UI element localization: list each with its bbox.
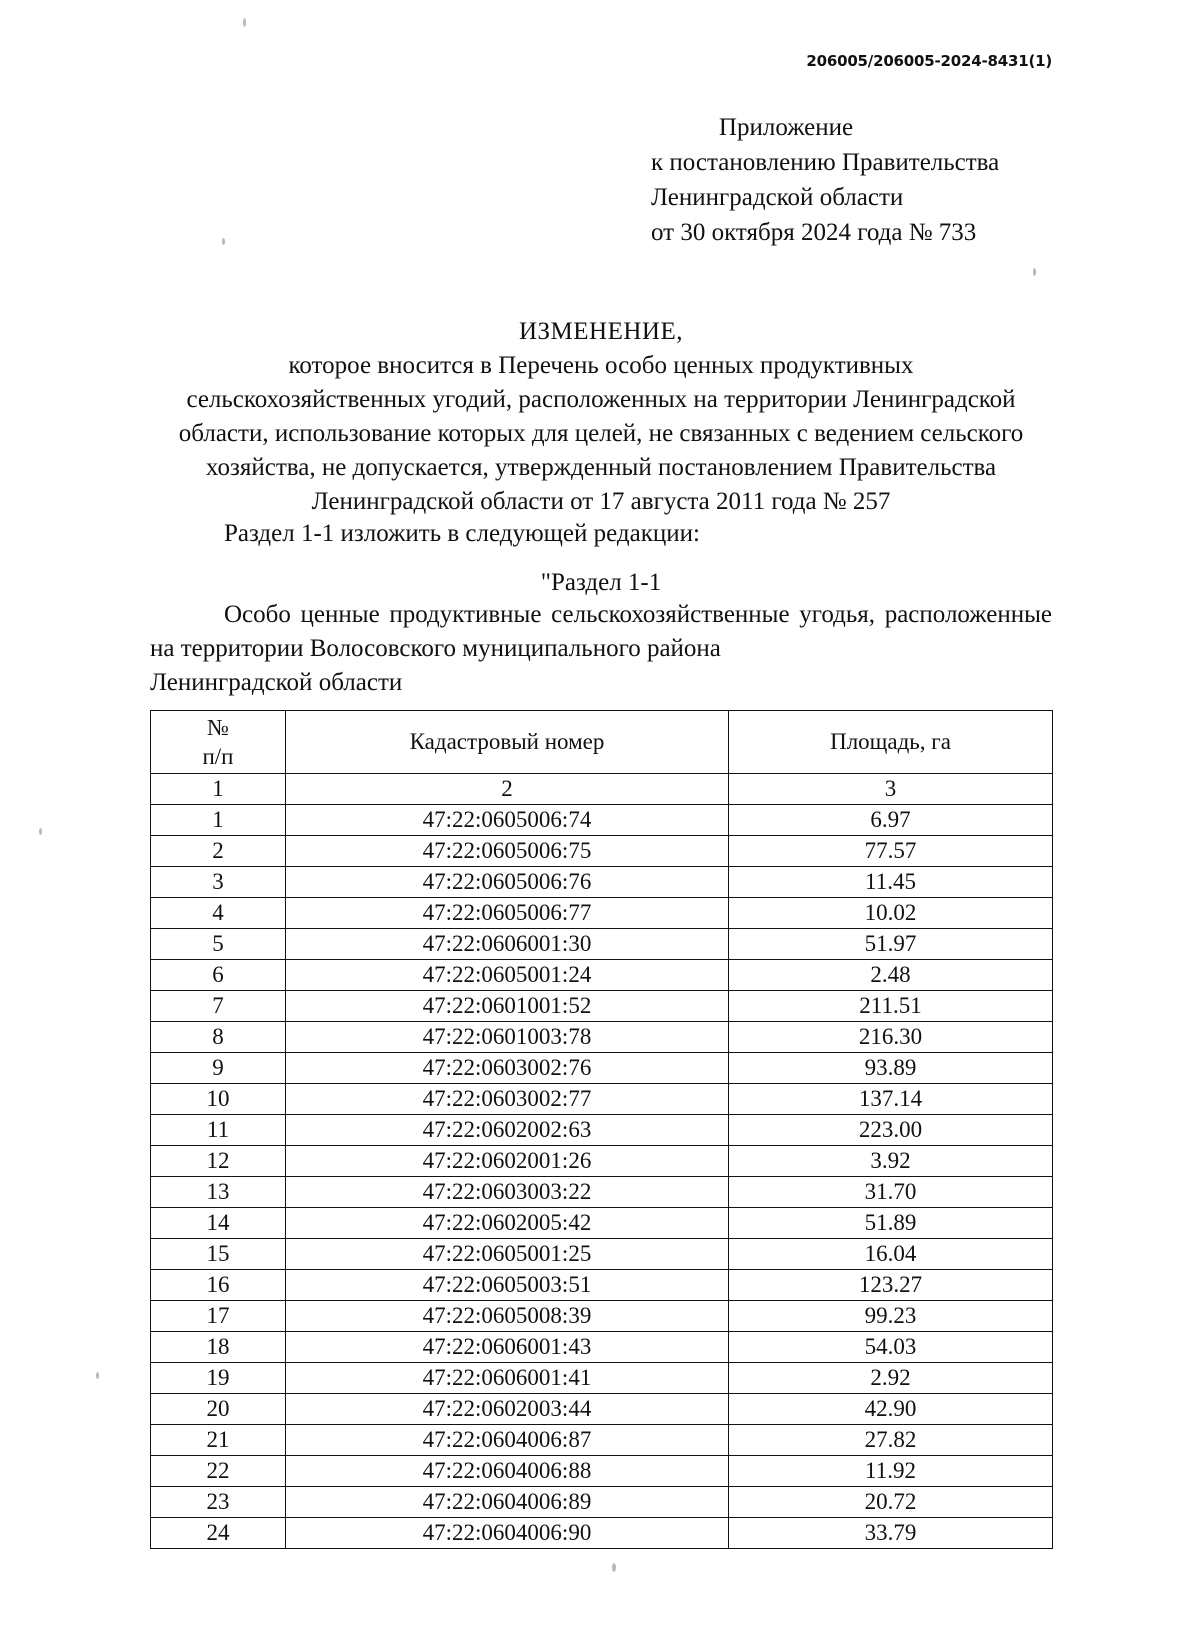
column-header-area: Площадь, га [729,711,1053,774]
cell-area: 77.57 [729,836,1053,867]
table-header [151,711,1053,805]
table-row [151,1301,1053,1332]
cell-number: 20 [151,1394,286,1425]
cell-number: 6 [151,960,286,991]
cell-number: 3 [151,867,286,898]
cell-number: 9 [151,1053,286,1084]
cell-number: 4 [151,898,286,929]
cell-number: 8 [151,1022,286,1053]
title-line-3: области, использование которых для целей, не связанных с ведением сельского [178,420,1024,447]
cell-area: 16.04 [729,1239,1053,1270]
table-row [151,1084,1053,1115]
column-header-number-line1: № [207,715,229,740]
column-index-1: 1 [151,774,286,805]
document-code: 206005/206005-2024-8431(1) [806,52,1052,70]
cell-number: 11 [151,1115,286,1146]
column-index-3: 3 [729,774,1053,805]
cell-number: 7 [151,991,286,1022]
scan-speckle [96,1372,99,1379]
cell-area: 54.03 [729,1332,1053,1363]
cell-cadastre-number: 47:22:0604006:89 [286,1487,729,1518]
table-row [151,1425,1053,1456]
table-column-number-row [151,774,1053,805]
cell-number: 5 [151,929,286,960]
table-row [151,929,1053,960]
title-line-5: Ленинградской области от 17 августа 2011 года № 257 [311,488,891,515]
cell-area: 123.27 [729,1270,1053,1301]
cell-number: 12 [151,1146,286,1177]
column-index-2: 2 [286,774,729,805]
cell-area: 11.92 [729,1456,1053,1487]
cell-number: 2 [151,836,286,867]
cell-number: 14 [151,1208,286,1239]
cell-cadastre-number: 47:22:0601001:52 [286,991,729,1022]
cell-area: 211.51 [729,991,1053,1022]
table-row [151,1053,1053,1084]
cell-cadastre-number: 47:22:0605003:51 [286,1270,729,1301]
cell-area: 27.82 [729,1425,1053,1456]
document-title-block [150,315,1052,519]
table-row [151,1394,1053,1425]
cell-area: 3.92 [729,1146,1053,1177]
cell-cadastre-number: 47:22:0603003:22 [286,1177,729,1208]
cell-cadastre-number: 47:22:0606001:41 [286,1363,729,1394]
table-header-row [151,711,1053,774]
cell-cadastre-number: 47:22:0601003:78 [286,1022,729,1053]
table-row [151,1177,1053,1208]
scan-speckle [39,828,42,835]
table-row [151,1487,1053,1518]
cell-area: 223.00 [729,1115,1053,1146]
razdel-body-last-line: Ленинградской области [150,669,403,696]
cell-area: 2.48 [729,960,1053,991]
appendix-reference-block [651,110,1111,250]
cell-cadastre-number: 47:22:0604006:90 [286,1518,729,1549]
cell-area: 31.70 [729,1177,1053,1208]
cell-number: 15 [151,1239,286,1270]
appendix-line-4: от 30 октября 2024 года № 733 [651,219,977,246]
table-row [151,1518,1053,1549]
cell-cadastre-number: 47:22:0603002:77 [286,1084,729,1115]
cell-area: 6.97 [729,805,1053,836]
scan-speckle [243,18,246,27]
table-row [151,867,1053,898]
cell-area: 93.89 [729,1053,1053,1084]
cell-cadastre-number: 47:22:0605001:24 [286,960,729,991]
table-row [151,991,1053,1022]
razdel-heading: "Раздел 1-1 [540,569,662,596]
land-registry-table-wrap [150,710,1052,1549]
cell-cadastre-number: 47:22:0606001:43 [286,1332,729,1363]
table-row [151,1239,1053,1270]
cell-number: 16 [151,1270,286,1301]
cell-cadastre-number: 47:22:0602003:44 [286,1394,729,1425]
cell-cadastre-number: 47:22:0604006:88 [286,1456,729,1487]
cell-cadastre-number: 47:22:0605006:75 [286,836,729,867]
cell-number: 22 [151,1456,286,1487]
cell-area: 137.14 [729,1084,1053,1115]
cell-number: 1 [151,805,286,836]
cell-area: 2.92 [729,1363,1053,1394]
table-row [151,1270,1053,1301]
cell-number: 21 [151,1425,286,1456]
cell-area: 216.30 [729,1022,1053,1053]
table-row [151,1022,1053,1053]
appendix-line-2: к постановлению Правительства [651,149,1000,176]
cell-number: 19 [151,1363,286,1394]
land-registry-table [150,710,1053,1549]
cell-area: 99.23 [729,1301,1053,1332]
column-header-number [151,711,286,774]
razdel-body-text: Особо ценные продуктивные сельскохозяйственные угодья, расположенные на территории Волосовского муниципального района [150,601,1052,662]
table-row [151,1332,1053,1363]
cell-cadastre-number: 47:22:0603002:76 [286,1053,729,1084]
table-row [151,1146,1053,1177]
cell-number: 13 [151,1177,286,1208]
cell-cadastre-number: 47:22:0602005:42 [286,1208,729,1239]
cell-area: 20.72 [729,1487,1053,1518]
cell-cadastre-number: 47:22:0606001:30 [286,929,729,960]
cell-cadastre-number: 47:22:0604006:87 [286,1425,729,1456]
cell-area: 51.89 [729,1208,1053,1239]
table-row [151,1115,1053,1146]
cell-number: 24 [151,1518,286,1549]
table-row [151,960,1053,991]
scan-speckle [612,1563,616,1572]
scan-speckle [222,238,225,245]
table-row [151,1208,1053,1239]
scan-speckle [1033,268,1036,276]
cell-cadastre-number: 47:22:0605006:77 [286,898,729,929]
column-header-number-line2: п/п [202,744,234,769]
table-row [151,836,1053,867]
instruction-line: Раздел 1-1 изложить в следующей редакции: [224,520,700,547]
cell-cadastre-number: 47:22:0605001:25 [286,1239,729,1270]
cell-area: 11.45 [729,867,1053,898]
appendix-line-1: Приложение [718,114,854,141]
cell-area: 10.02 [729,898,1053,929]
cell-area: 42.90 [729,1394,1053,1425]
cell-cadastre-number: 47:22:0602002:63 [286,1115,729,1146]
cell-number: 10 [151,1084,286,1115]
cell-area: 51.97 [729,929,1053,960]
title-line-2: сельскохозяйственных угодий, расположенных на территории Ленинградской [186,386,1016,413]
table-row [151,1363,1053,1394]
title-line-1: которое вносится в Перечень особо ценных продуктивных [288,352,914,379]
table-body [151,805,1053,1549]
cell-cadastre-number: 47:22:0605006:76 [286,867,729,898]
cell-area: 33.79 [729,1518,1053,1549]
table-row [151,1456,1053,1487]
cell-cadastre-number: 47:22:0602001:26 [286,1146,729,1177]
title-line-4: хозяйства, не допускается, утвержденный постановлением Правительства [205,454,997,481]
cell-number: 23 [151,1487,286,1518]
cell-cadastre-number: 47:22:0605008:39 [286,1301,729,1332]
page-title: ИЗМЕНЕНИЕ, [518,318,684,345]
cell-number: 17 [151,1301,286,1332]
table-row [151,805,1053,836]
cell-number: 18 [151,1332,286,1363]
column-header-cadastre: Кадастровый номер [286,711,729,774]
cell-cadastre-number: 47:22:0605006:74 [286,805,729,836]
table-row [151,898,1053,929]
appendix-line-3: Ленинградской области [651,184,904,211]
